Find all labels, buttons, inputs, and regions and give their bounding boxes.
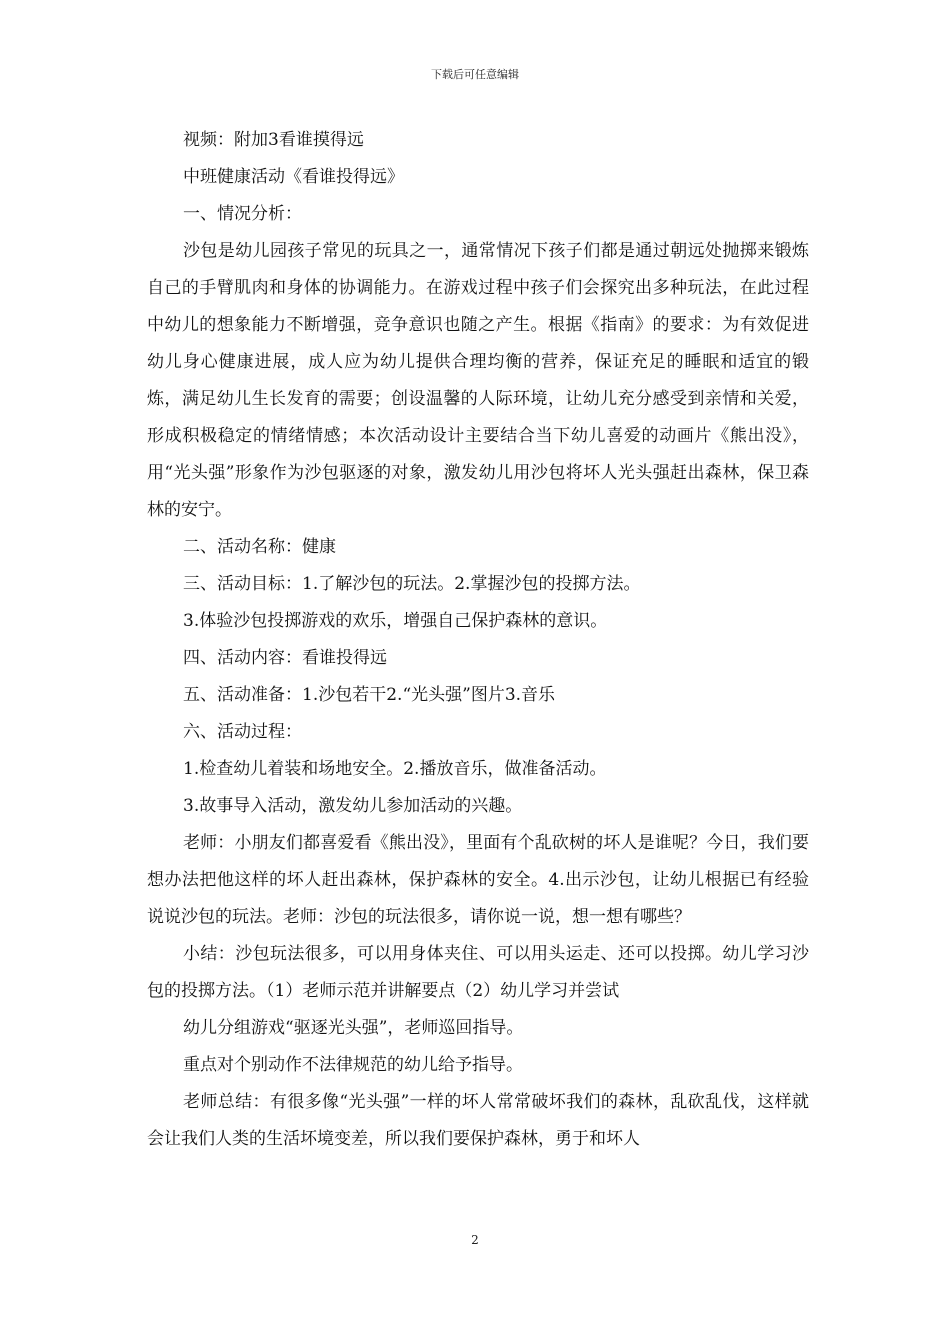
section-heading-activity-name: 二、活动名称：健康 <box>183 537 336 557</box>
document-body <box>147 122 809 1158</box>
paragraph-process-step-3: 3.故事导入活动，激发幼儿参加活动的兴趣。 <box>183 796 523 816</box>
paragraph-video-note: 视频：附加3看谁摸得远 <box>183 130 364 150</box>
section-heading-goals: 三、活动目标：1.了解沙包的玩法。2.掌握沙包的投掷方法。 <box>183 574 641 594</box>
section-heading-situation: 一、情况分析： <box>183 204 302 224</box>
section-heading-preparation: 五、活动准备：1.沙包若干2.“光头强”图片3.音乐 <box>183 685 556 705</box>
page-number: 2 <box>471 1233 479 1247</box>
section-heading-content: 四、活动内容：看谁投得远 <box>183 648 387 668</box>
activity-title: 中班健康活动《看谁投得远》 <box>183 167 404 187</box>
paragraph-teacher-conclusion: 老师总结：有很多像“光头强”一样的坏人常常破坏我们的森林，乱砍乱伐，这样就会让我们人类的生活坏境变差，所以我们要保护森林，勇于和坏人 <box>147 1092 809 1149</box>
paragraph-group-game: 幼儿分组游戏“驱逐光头强”，老师巡回指导。 <box>183 1018 524 1038</box>
page-header-note: 下载后可任意编辑 <box>431 68 519 81</box>
paragraph-teacher-intro: 老师：小朋友们都喜爱看《熊出没》，里面有个乱砍树的坏人是谁呢？今日，我们要想办法把他这样的坏人赶出森林，保护森林的安全。4.出示沙包，让幼儿根据已有经验说说沙包的玩法。老师：沙包的玩法很多，请你说一说，想一想有哪些？ <box>147 833 809 927</box>
paragraph-process-step-1-2: 1.检查幼儿着装和场地安全。2.播放音乐，做准备活动。 <box>183 759 607 779</box>
paragraph-guidance: 重点对个别动作不法律规范的幼儿给予指导。 <box>183 1055 523 1075</box>
paragraph-situation-analysis: 沙包是幼儿园孩子常见的玩具之一，通常情况下孩子们都是通过朝远处抛掷来锻炼自己的手臂肌肉和身体的协调能力。在游戏过程中孩子们会探究出多种玩法，在此过程中幼儿的想象能力不断增强，竞争意识也随之产生。根据《指南》的要求：为有效促进幼儿身心健康进展，成人应为幼儿提供合理均衡的营养，保证充足的睡眠和适宜的锻炼，满足幼儿生长发育的需要；创设温馨的人际环境，让幼儿充分感受到亲情和关爱，形成积极稳定的情绪情感；本次活动设计主要结合当下幼儿喜爱的动画片《熊出没》，用“光头强”形象作为沙包驱逐的对象，激发幼儿用沙包将坏人光头强赶出森林，保卫森林的安宁。 <box>147 241 809 520</box>
paragraph-summary: 小结：沙包玩法很多，可以用身体夹住、可以用头运走、还可以投掷。幼儿学习沙包的投掷方法。（1）老师示范并讲解要点（2）幼儿学习并尝试 <box>147 944 809 1001</box>
paragraph-goal-3: 3.体验沙包投掷游戏的欢乐，增强自己保护森林的意识。 <box>183 611 608 631</box>
section-heading-process: 六、活动过程： <box>183 722 302 742</box>
